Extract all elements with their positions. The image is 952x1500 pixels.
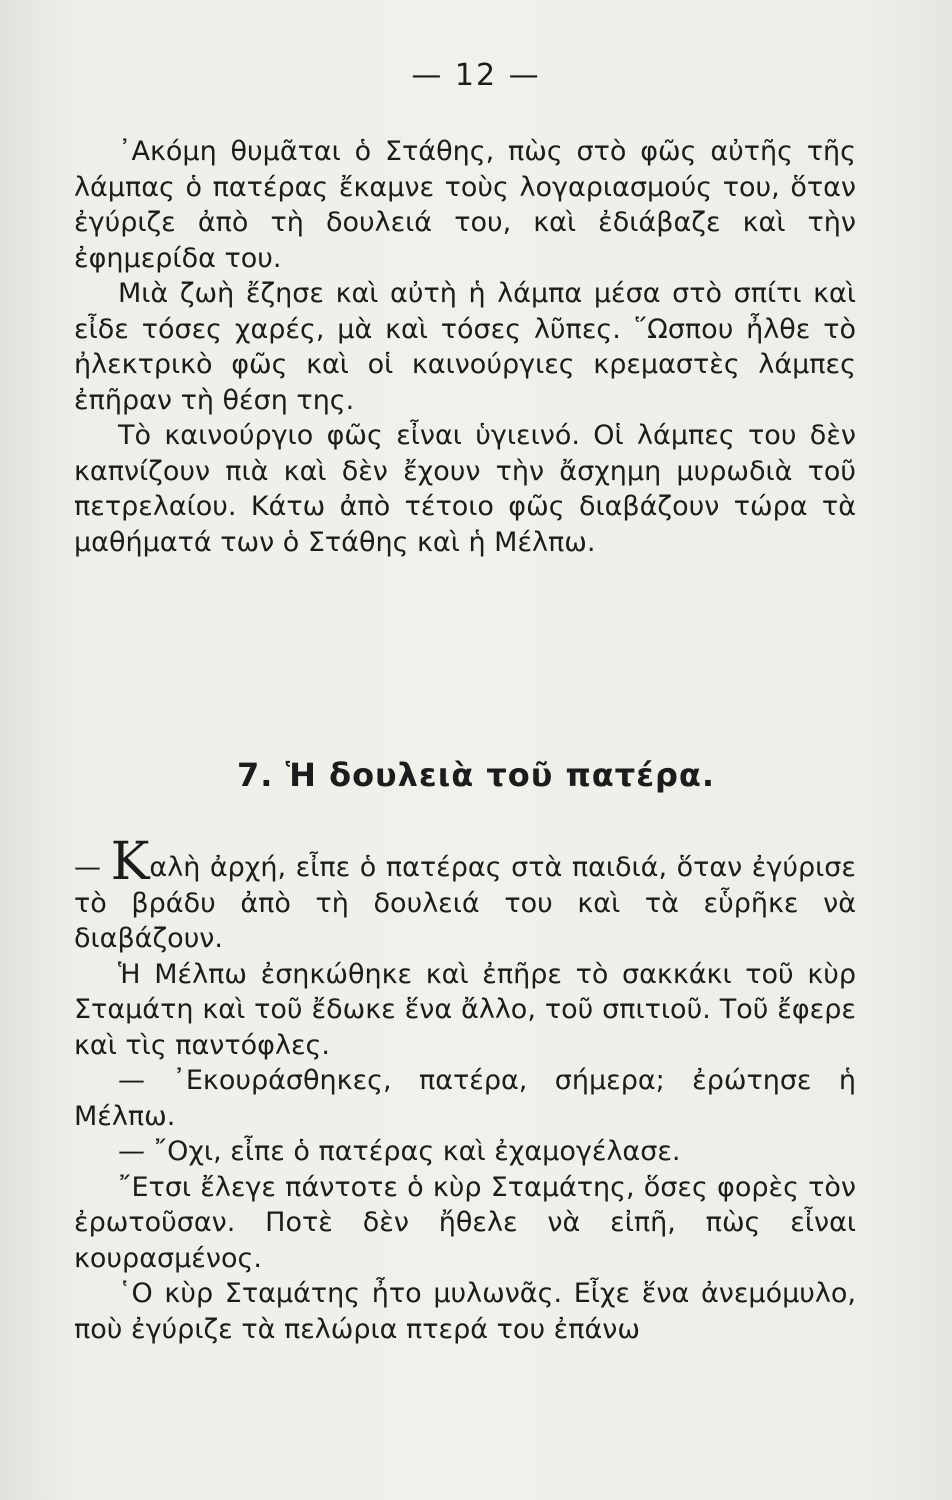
paragraph: — ῎Οχι, εἶπε ὁ πατέρας καὶ ἐχαμογέλασε. [118, 1136, 681, 1167]
paragraph: Τὸ καινούργιο φῶς εἶναι ὑγιεινό. Οἱ λάμπες του δὲν καπνίζουν πιὰ καὶ δὲν ἔχουν τὴν ἄσχημη μυρωδιὰ τοῦ πετρελαίου. Κάτω ἀπὸ τέτοιο φῶς διαβάζουν τώρα τὰ μαθήματά των ὁ Στάθης καὶ ἡ Μέλπω. [74, 420, 856, 558]
paragraph: ῾Ο κὺρ Σταμάτης ἦτο μυλωνᾶς. Εἶχε ἕνα ἀνεμόμυλο, ποὺ ἐγύριζε τὰ πελώρια πτερά του ἐπάνω [74, 1278, 856, 1345]
first-paragraph-text: αλὴ ἀρχή, εἶπε ὁ πατέρας στὰ παιδιά, ὅταν ἐγύρισε τὸ βράδυ ἀπὸ τὴ δουλειά του καὶ τὰ εὗρῆκε νὰ διαβάζουν. [74, 852, 856, 954]
text-block-top [74, 134, 856, 560]
paragraph: Ἡ Μέλπω ἐσηκώθηκε καὶ ἐπῆρε τὸ σακκάκι τοῦ κὺρ Σταμάτη καὶ τοῦ ἔδωκε ἕνα ἄλλο, τοῦ σπιτιοῦ. Τοῦ ἔφερε καὶ τὶς παντόφλες. [74, 958, 856, 1061]
paragraph: ῎Ετσι ἔλεγε πάντοτε ὁ κὺρ Σταμάτης, ὅσες φορὲς τὸν ἐρωτοῦσαν. Ποτὲ δὲν ἤθελε νὰ εἰπῆ, πὼς εἶναι κουρασμένος. [74, 1171, 856, 1274]
page-number: — 12 — [411, 58, 541, 93]
dash: — [74, 852, 111, 883]
first-paragraph [74, 832, 856, 957]
text-block-bottom [74, 832, 856, 1347]
drop-cap: Κ [110, 832, 150, 892]
paragraph: — ᾿Εκουράσθηκες, πατέρα, σήμερα; ἐρώτησε ἡ Μέλπω. [74, 1065, 856, 1132]
paragraph: ᾿Ακόμη θυμᾶται ὁ Στάθης, πὼς στὸ φῶς αὐτῆς τῆς λάμπας ὁ πατέρας ἔκαμνε τοὺς λογαριασμούς του, ὅταν ἐγύριζε ἀπὸ τὴ δουλειά του, καὶ ἐδιάβαζε καὶ τὴν ἐφημερίδα του. [74, 136, 856, 274]
paragraph: Μιὰ ζωὴ ἔζησε καὶ αὐτὴ ἡ λάμπα μέσα στὸ σπίτι καὶ εἶδε τόσες χαρές, μὰ καὶ τόσες λῦπες. ῞Ωσπου ἦλθε τὸ ἠλεκτρικὸ φῶς καὶ οἱ καινούργιες κρεμαστὲς λάμπες ἐπῆραν τὴ θέση της. [74, 278, 856, 416]
chapter-title: 7. Ἡ δουλειὰ τοῦ πατέρα. [236, 756, 716, 794]
